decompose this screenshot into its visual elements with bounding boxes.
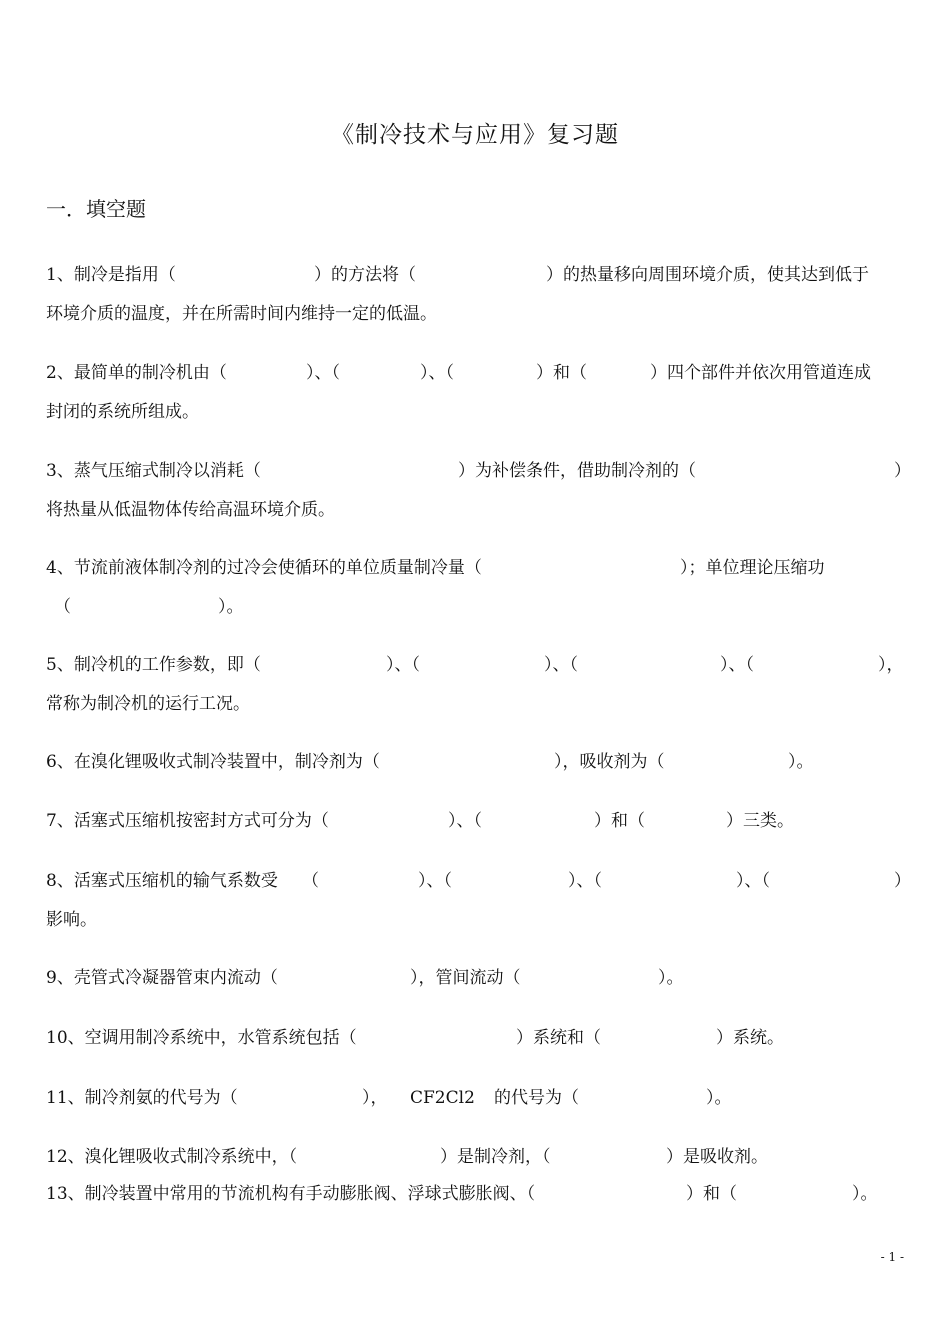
question-text: ）、（ [544, 655, 578, 675]
question-text: 9、壳管式冷凝器管束内流动（ [46, 968, 278, 988]
question-text: ）、（ [736, 871, 770, 891]
question-10 [46, 1019, 908, 1058]
page-title: 《制冷技术与应用》复习题 [331, 122, 619, 148]
question-text: CF2Cl2 [410, 1088, 475, 1108]
question-text: 10、空调用制冷系统中，水管系统包括（ [46, 1028, 357, 1048]
question-text: ）；单位理论压缩功 [680, 558, 825, 578]
question-text: 13、制冷装置中常用的节流机构有手动膨胀阀、浮球式膨胀阀、（ [46, 1184, 536, 1204]
question-text: 4、节流前液体制冷剂的过冷会使循环的单位质量制冷量（ [46, 558, 482, 578]
question-text: ）。 [658, 968, 684, 988]
question-text: ），管间流动（ [410, 968, 521, 988]
question-text: ）。 [788, 752, 814, 772]
question-text: 常称为制冷机的运行工况。 [46, 694, 250, 714]
question-text: 将热量从低温物体传给高温环境介质。 [46, 500, 335, 520]
question-text: 8、活塞式压缩机的输气系数受 [46, 871, 278, 891]
question-4 [46, 549, 908, 627]
question-text: ）、（ [420, 363, 454, 383]
question-3 [46, 452, 911, 530]
question-text: 封闭的系统所组成。 [46, 402, 199, 422]
question-text: ）的方法将（ [314, 265, 416, 285]
question-2 [46, 354, 908, 432]
question-8 [46, 862, 911, 940]
question-text: ）和（ [594, 811, 645, 831]
question-text: ）四个部件并依次用管道连成 [650, 363, 871, 383]
question-text: ）、（ [448, 811, 482, 831]
question-text: ）系统。 [716, 1028, 784, 1048]
question-1 [46, 256, 908, 334]
question-7 [46, 802, 908, 841]
question-text: 5、制冷机的工作参数，即（ [46, 655, 261, 675]
question-text: ）、（ [386, 655, 420, 675]
question-text: ）的热量移向周围环境介质，使其达到低于 [546, 265, 869, 285]
question-text: 12、溴化锂吸收式制冷系统中，（ [46, 1147, 298, 1167]
question-text: ）。 [706, 1088, 732, 1108]
question-text: 1、制冷是指用（ [46, 265, 176, 285]
question-text: ）、（ [568, 871, 602, 891]
question-text: ）和（ [536, 363, 587, 383]
page-number: - 1 - [880, 1250, 904, 1264]
question-9 [46, 959, 908, 998]
question-text: （ [54, 597, 71, 617]
question-text: ）三类。 [726, 811, 794, 831]
question-text: ） [894, 871, 911, 891]
question-text: ）， [362, 1088, 388, 1108]
question-text: 7、活塞式压缩机按密封方式可分为（ [46, 811, 329, 831]
question-text: ）、（ [306, 363, 340, 383]
question-text: 6、在溴化锂吸收式制冷装置中，制冷剂为（ [46, 752, 380, 772]
question-6 [46, 743, 908, 782]
question-12 [46, 1138, 908, 1177]
question-text: ）、（ [418, 871, 452, 891]
question-text: 环境介质的温度，并在所需时间内维持一定的低温。 [46, 304, 437, 324]
question-text: ）系统和（ [516, 1028, 601, 1048]
question-text: ）， [878, 655, 904, 675]
question-11 [46, 1079, 908, 1118]
question-text: ）。 [218, 597, 244, 617]
question-text: ）和（ [686, 1184, 737, 1204]
question-text: ），吸收剂为（ [554, 752, 665, 772]
question-text: 3、蒸气压缩式制冷以消耗（ [46, 461, 261, 481]
section-heading: 一．填空题 [46, 197, 146, 221]
question-text: ） [894, 461, 911, 481]
question-text: 11、制冷剂氨的代号为（ [46, 1088, 238, 1108]
question-text: ）是吸收剂。 [666, 1147, 768, 1167]
question-text: （ [302, 871, 319, 891]
question-text: 2、最简单的制冷机由（ [46, 363, 227, 383]
question-text: ）、（ [720, 655, 754, 675]
question-text: ）为补偿条件，借助制冷剂的（ [458, 461, 696, 481]
question-text: ）。 [852, 1184, 878, 1204]
question-text: ）是制冷剂，（ [440, 1147, 551, 1167]
question-13 [46, 1175, 908, 1214]
question-5 [46, 646, 908, 724]
question-text: 的代号为（ [494, 1088, 579, 1108]
question-text: 影响。 [46, 910, 97, 930]
